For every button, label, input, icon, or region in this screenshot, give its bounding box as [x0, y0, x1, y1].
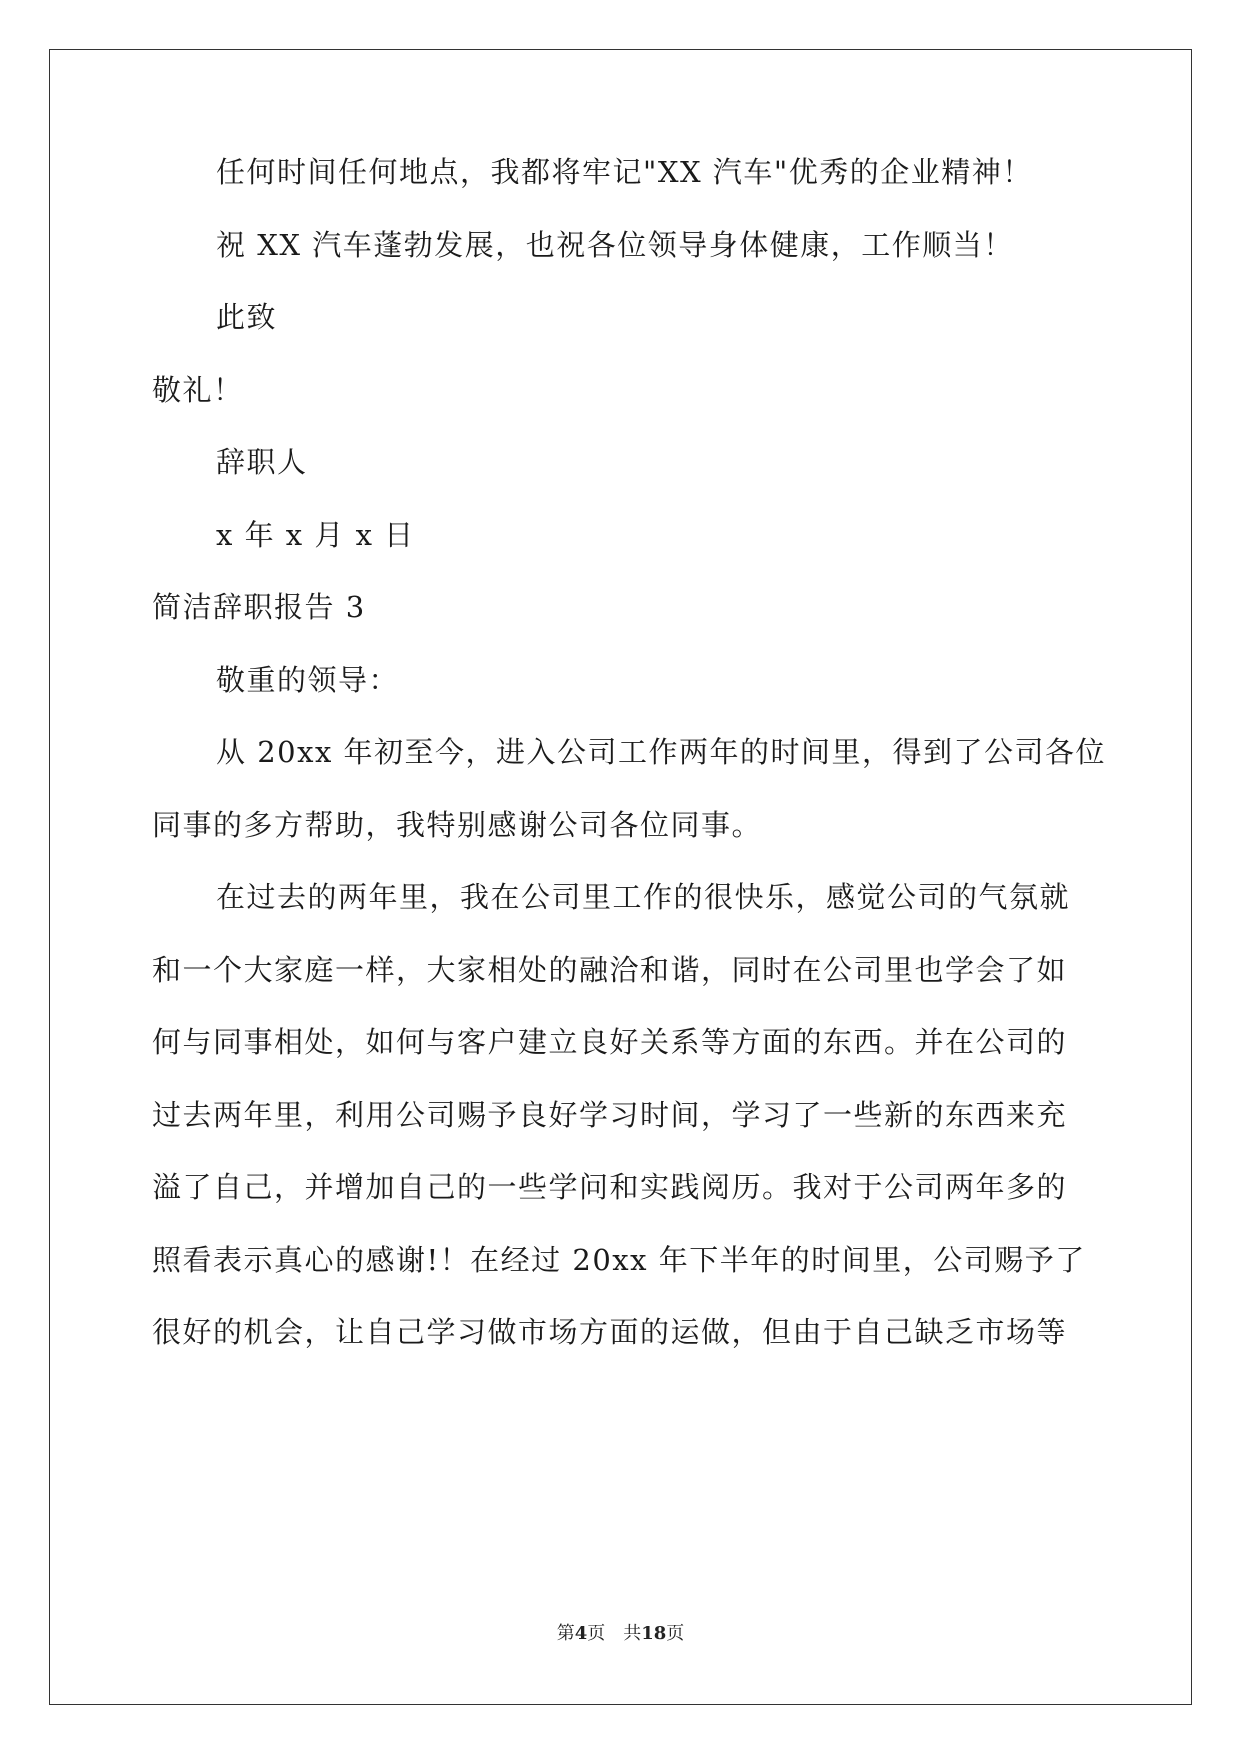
paragraph-line: 同事的多方帮助，我特别感谢公司各位同事。 [152, 808, 763, 842]
paragraph-line: 很好的机会，让自己学习做市场方面的运做，但由于自己缺乏市场等 [152, 1315, 1068, 1349]
paragraph-line: 在过去的两年里，我在公司里工作的很快乐，感觉公司的气氛就 [216, 880, 1071, 914]
paragraph-line: 和一个大家庭一样，大家相处的融洽和谐，同时在公司里也学会了如 [152, 953, 1068, 987]
paragraph-line: 从 20xx 年初至今，进入公司工作两年的时间里，得到了公司各位 [216, 735, 1107, 769]
paragraph-line: 过去两年里，利用公司赐予良好学习时间，学习了一些新的东西来充 [152, 1098, 1068, 1132]
paragraph-line: 何与同事相处，如何与客户建立良好关系等方面的东西。并在公司的 [152, 1025, 1068, 1059]
current-page-number: 4 [574, 1623, 588, 1644]
paragraph-line: 溢了自己，并增加自己的一些学问和实践阅历。我对于公司两年多的 [152, 1170, 1068, 1204]
paragraph-line: 祝 XX 汽车蓬勃发展，也祝各位领导身体健康，工作顺当！ [216, 228, 1014, 262]
section-title: 简洁辞职报告 3 [152, 590, 366, 624]
date-line: x 年 x 月 x 日 [216, 518, 415, 552]
page-footer [0, 1622, 1241, 1646]
paragraph-line: 照看表示真心的感谢!！在经过 20xx 年下半年的时间里，公司赐予了 [152, 1243, 1086, 1277]
total-page-count: 18 [641, 1623, 667, 1644]
signature-label: 辞职人 [216, 445, 308, 479]
paragraph-line: 任何时间任何地点，我都将牢记"XX 汽车"优秀的企业精神！ [216, 155, 1033, 189]
footer-middle: 页 共 [587, 1623, 642, 1644]
closing-salute: 敬礼！ [152, 373, 244, 407]
footer-suffix: 页 [666, 1623, 685, 1644]
footer-prefix: 第 [556, 1623, 575, 1644]
salutation: 敬重的领导： [216, 663, 400, 697]
closing-line: 此致 [216, 300, 278, 334]
